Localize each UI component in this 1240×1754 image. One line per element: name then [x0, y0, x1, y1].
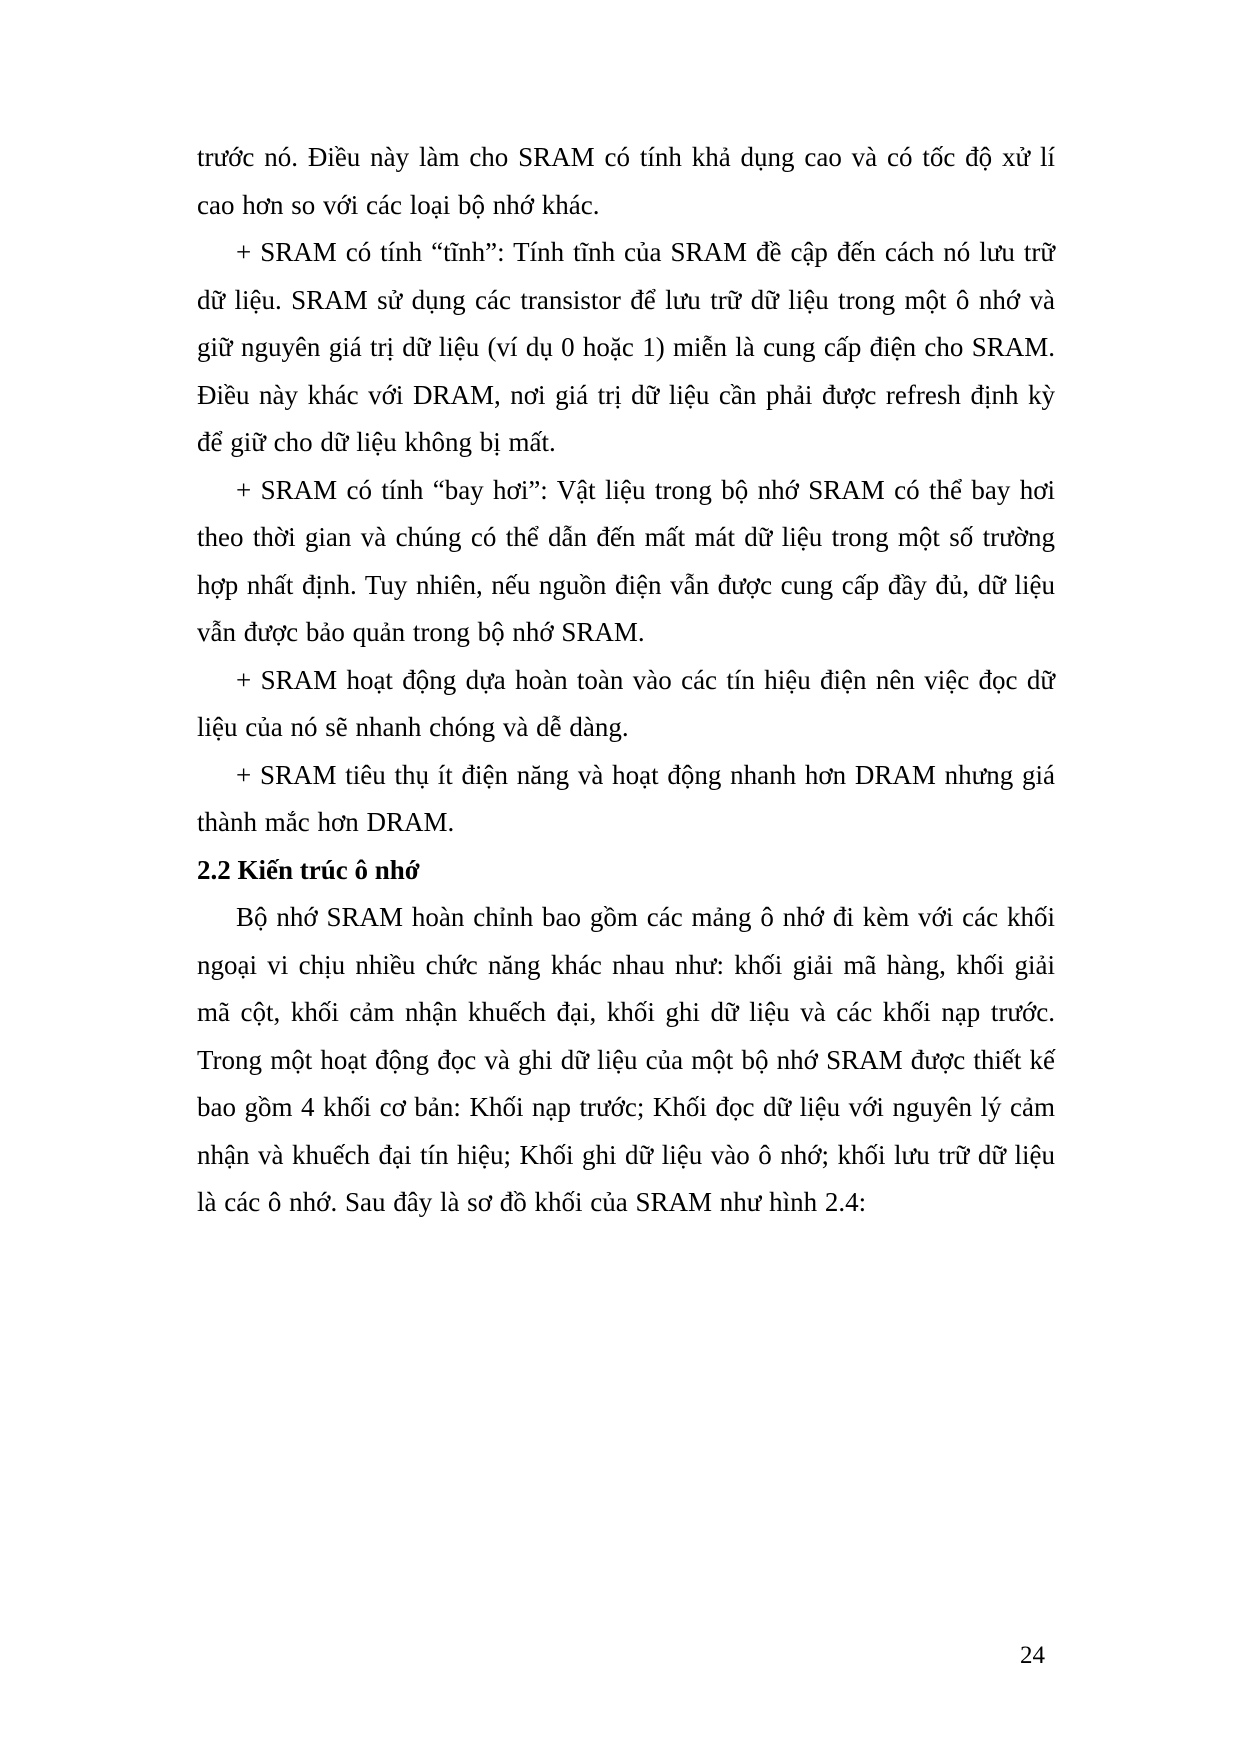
page-number: 24: [1020, 1642, 1045, 1669]
paragraph-sram-signals: + SRAM hoạt động dựa hoàn toàn vào các tín hiệu điện nên việc đọc dữ liệu của nó sẽ nhanh chóng và dễ dàng.: [197, 664, 1055, 742]
page-body: [197, 134, 1055, 1227]
paragraph-sram-static: + SRAM có tính “tĩnh”: Tính tĩnh của SRAM đề cập đến cách nó lưu trữ dữ liệu. SRAM sử dụng các transistor để lưu trữ dữ liệu trong một ô nhớ và giữ nguyên giá trị dữ liệu (ví dụ 0 hoặc 1) miễn là cung cấp điện cho SRAM. Điều này khác với DRAM, nơi giá trị dữ liệu cần phải được refresh định kỳ để giữ cho dữ liệu không bị mất.: [197, 237, 1055, 457]
paragraph-sram-power: + SRAM tiêu thụ ít điện năng và hoạt động nhanh hơn DRAM nhưng giá thành mắc hơn DRAM.: [197, 759, 1055, 837]
paragraph-sram-volatile: + SRAM có tính “bay hơi”: Vật liệu trong bộ nhớ SRAM có thể bay hơi theo thời gian và chúng có thể dẫn đến mất mát dữ liệu trong một số trường hợp nhất định. Tuy nhiên, nếu nguồn điện vẫn được cung cấp đầy đủ, dữ liệu vẫn được bảo quản trong bộ nhớ SRAM.: [197, 474, 1055, 647]
paragraph-sram-architecture: Bộ nhớ SRAM hoàn chỉnh bao gồm các mảng ô nhớ đi kèm với các khối ngoại vi chịu nhiều chức năng khác nhau như: khối giải mã hàng, khối giải mã cột, khối cảm nhận khuếch đại, khối ghi dữ liệu và các khối nạp trước. Trong một hoạt động đọc và ghi dữ liệu của một bộ nhớ SRAM được thiết kế bao gồm 4 khối cơ bản: Khối nạp trước; Khối đọc dữ liệu với nguyên lý cảm nhận và khuếch đại tín hiệu; Khối ghi dữ liệu vào ô nhớ; khối lưu trữ dữ liệu là các ô nhớ. Sau đây là sơ đồ khối của SRAM như hình 2.4:: [197, 902, 1055, 1217]
paragraph-sram-availability: trước nó. Điều này làm cho SRAM có tính khả dụng cao và có tốc độ xử lí cao hơn so với các loại bộ nhớ khác.: [197, 142, 1055, 220]
section-heading-memory-cell-architecture: 2.2 Kiến trúc ô nhớ: [197, 854, 420, 885]
